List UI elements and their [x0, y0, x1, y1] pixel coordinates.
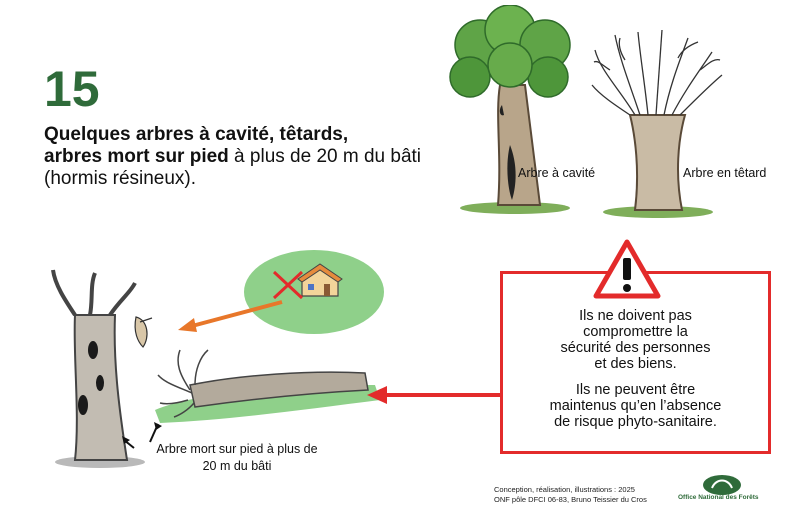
warning-p1-line2: compromettre la	[583, 324, 688, 340]
warning-arrow-icon	[365, 383, 505, 407]
tree-cavity-illustration	[440, 5, 580, 217]
heading-rest: à plus de 20 m du bâti (hormis résineux).	[44, 146, 422, 189]
warning-p2-line3: de risque phyto-sanitaire.	[554, 414, 717, 430]
credit	[494, 485, 647, 505]
credit-line1: Conception, réalisation, illustrations : 2025	[494, 485, 635, 494]
card-heading	[44, 124, 444, 190]
onf-logo-icon	[702, 474, 742, 496]
warning-p2-line1: Ils ne peuvent être	[575, 382, 696, 398]
tree-pollard-label: Arbre en têtard	[683, 166, 767, 180]
warning-p1-line3: sécurité des personnes	[560, 340, 711, 356]
warning-triangle-icon	[592, 238, 662, 300]
warning-paragraph-2	[503, 382, 768, 430]
warning-p1-line1: Ils ne doivent pas	[579, 308, 692, 324]
dead-tree-caption-line1: Arbre mort sur pied à plus de	[156, 442, 318, 456]
warning-p1-line4: et des biens.	[594, 356, 677, 372]
card-number: 15	[44, 61, 100, 117]
warning-p2-line2: maintenus qu’en l’absence	[549, 398, 722, 414]
onf-logo-text: Office National des Forêts	[678, 494, 759, 501]
tree-pollard-illustration	[590, 30, 725, 220]
warning-paragraph-1	[503, 308, 768, 372]
heading-bold-1: Quelques arbres à cavité, têtards,	[44, 124, 349, 145]
credit-line2: ONF pôle DFCI 06-83, Bruno Teissier du Cros	[494, 495, 647, 504]
fallen-tree-illustration	[150, 345, 385, 425]
distance-arrow-icon	[170, 296, 290, 336]
heading-bold-2: arbres mort sur pied	[44, 146, 229, 167]
dead-tree-caption-line2: 20 m du bâti	[202, 459, 272, 473]
dead-tree-caption	[147, 441, 327, 475]
tree-cavity-label: Arbre à cavité	[518, 166, 596, 180]
